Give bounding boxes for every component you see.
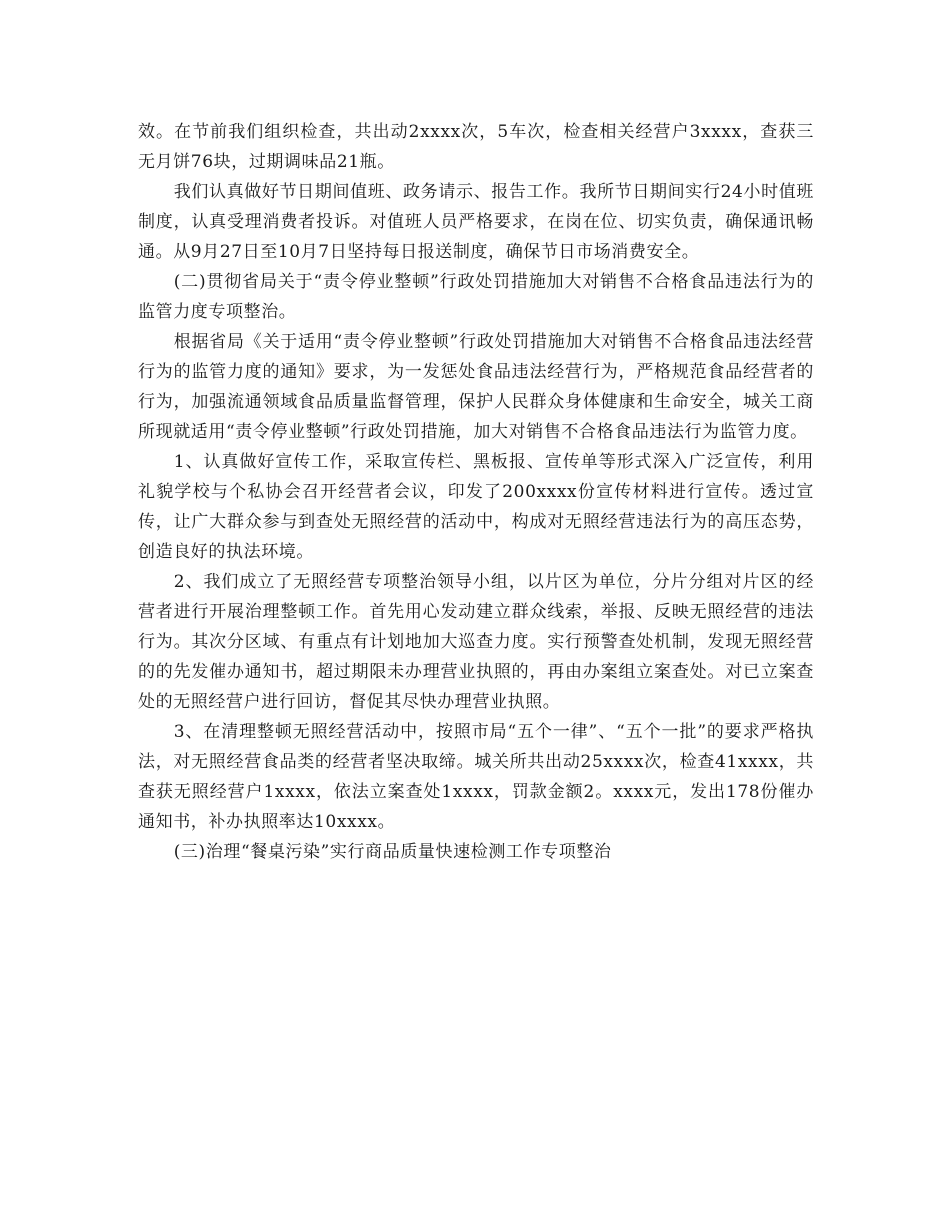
paragraph-3: (二)贯彻省局关于“责令停业整顿”行政处罚措施加大对销售不合格食品违法行为的监管力度专项整治。	[138, 272, 814, 322]
paragraph-7: 3、在清理整顿无照经营活动中，按照市局“五个一律”、“五个一批”的要求严格执法，对无照经营食品类的经营者坚决取缔。城关所共出动25xxxx次，检查41xxxx，共查获无照经营户1xxxx，依法立案查处1xxxx，罚款金额2。xxxx元，发出178份催办通知书，补办执照率达10xxxx。	[138, 722, 814, 832]
document-body	[138, 117, 814, 867]
paragraph-2: 我们认真做好节日期间值班、政务请示、报告工作。我所节日期间实行24小时值班制度，认真受理消费者投诉。对值班人员严格要求，在岗在位、切实负责，确保通讯畅通。从9月27日至10月7日坚持每日报送制度，确保节日市场消费安全。	[138, 182, 814, 262]
paragraph-4: 根据省局《关于适用“责令停业整顿”行政处罚措施加大对销售不合格食品违法经营行为的监管力度的通知》要求，为一发惩处食品违法经营行为，严格规范食品经营者的行为，加强流通领域食品质量监督管理，保护人民群众身体健康和生命安全，城关工商所现就适用“责令停业整顿”行政处罚措施，加大对销售不合格食品违法行为监管力度。	[138, 332, 814, 442]
paragraph-1: 效。在节前我们组织检查，共出动2xxxx次，5车次，检查相关经营户3xxxx，查获三无月饼76块，过期调味品21瓶。	[138, 122, 814, 172]
paragraph-5: 1、认真做好宣传工作，采取宣传栏、黑板报、宣传单等形式深入广泛宣传，利用礼貌学校与个私协会召开经营者会议，印发了200xxxx份宣传材料进行宣传。透过宣传，让广大群众参与到查处无照经营的活动中，构成对无照经营违法行为的高压态势，创造良好的执法环境。	[138, 452, 814, 562]
paragraph-8: (三)治理“餐桌污染”实行商品质量快速检测工作专项整治	[173, 842, 612, 862]
paragraph-6: 2、我们成立了无照经营专项整治领导小组，以片区为单位，分片分组对片区的经营者进行开展治理整顿工作。首先用心发动建立群众线索，举报、反映无照经营的违法行为。其次分区域、有重点有计划地加大巡查力度。实行预警查处机制，发现无照经营的的先发催办通知书，超过期限未办理营业执照的，再由办案组立案查处。对已立案查处的无照经营户进行回访，督促其尽快办理营业执照。	[138, 572, 814, 712]
